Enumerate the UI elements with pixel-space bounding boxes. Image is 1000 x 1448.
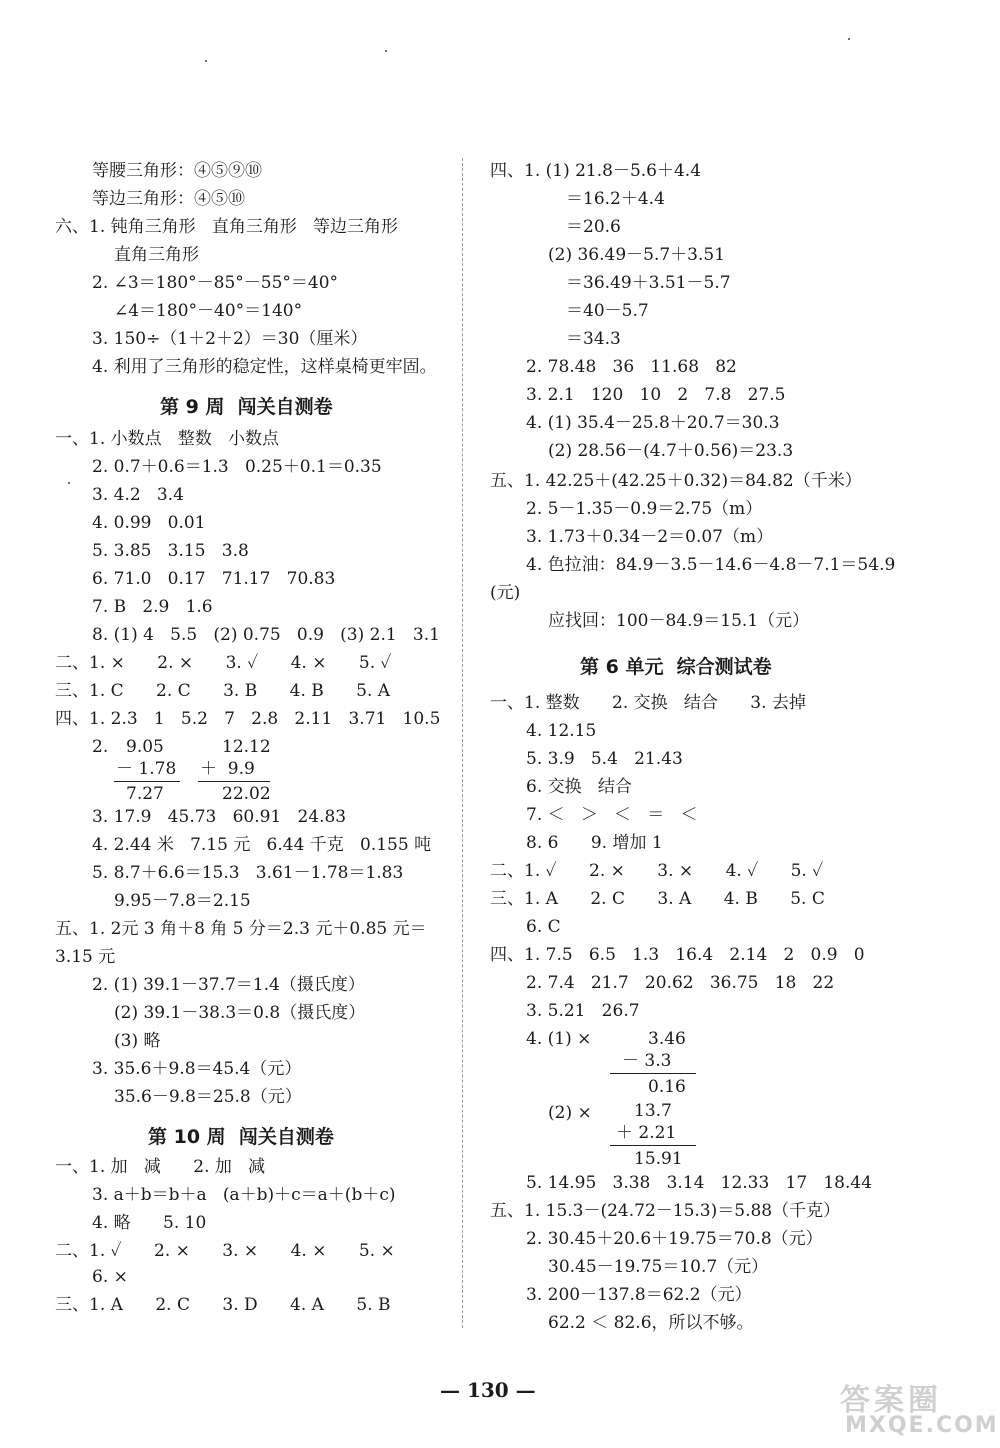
right-line: 7. ＜ ＞ ＜ ＝ ＜ [526,805,698,825]
watermark-logo [800,1375,999,1440]
column-divider [462,158,463,1328]
left-line: 二、1. × 2. × 3. ✓ 4. × 5. ✓ [55,653,392,673]
left-line: 2. (1) 39.1－37.7＝1.4（摄氏度） [92,975,365,995]
left-line: 五、1. 2元 3 角＋8 角 5 分＝2.3 元＋0.85 元＝ [55,919,427,939]
left-line: 4. 2.44 米 7.15 元 6.44 千克 0.155 吨 [92,835,432,855]
left-line: ∠4＝180°－40°＝140° [114,301,303,321]
right-line: (2) 28.56－(4.7＋0.56)＝23.3 [548,441,794,461]
calc-b-rule [198,781,270,782]
scan-speck [848,38,850,40]
left-line: 二、1. ✓ 2. × 3. × 4. × 5. × [55,1241,395,1261]
right-line: 3. 1.73＋0.34－2＝0.07（m） [526,527,774,547]
calc-a-res: 7.27 [126,784,164,804]
right-line: ＝16.2＋4.4 [566,189,665,209]
right-line: 5. 14.95 3.38 3.14 12.33 17 18.44 [526,1173,873,1193]
left-line: 直角三角形 [114,245,199,265]
right-line: 2. 7.4 21.7 20.62 36.75 18 22 [526,973,835,993]
left-line: 4. 略 5. 10 [92,1213,207,1233]
right-line: 五、1. 15.3－(24.72－15.3)＝5.88（千克） [490,1201,841,1221]
right-line: 2. 30.45＋20.6＋19.75＝70.8（元） [526,1229,823,1249]
left-line: 一、1. 小数点 整数 小数点 [55,429,280,449]
left-line: 3. 35.6＋9.8＝45.4（元） [92,1059,302,1079]
left-line: 3. 17.9 45.73 60.91 24.83 [92,807,347,827]
right-line: 四、1. 7.5 6.5 1.3 16.4 2.14 2 0.9 0 [490,945,865,965]
calc-b-top: 12.12 [222,737,271,757]
calc-c-rule [610,1073,696,1074]
right-line: 6. 交换 结合 [526,777,632,797]
right-line: 3. 5.21 26.7 [526,1001,640,1021]
calc-c-top: 3.46 [648,1029,686,1049]
right-line: 三、1. A 2. C 3. A 4. B 5. C [490,889,825,909]
left-line: 5. 8.7＋6.6＝15.3 3.61－1.78＝1.83 [92,863,404,883]
left-line: 4. 0.99 0.01 [92,513,206,533]
section-title-week10: 第 10 周 闯关自测卷 [148,1126,334,1148]
right-line: 二、1. ✓ 2. × 3. × 4. ✓ 5. ✓ [490,861,824,881]
scan-speck [385,50,387,52]
left-line: 9.95－7.8＝2.15 [114,891,251,911]
left-line: 4. 利用了三角形的稳定性，这样桌椅更牢固。 [92,357,437,377]
right-line: 2. 78.48 36 11.68 82 [526,357,737,377]
right-line: 4. (1) × [526,1029,592,1049]
calc-a-top: 9.05 [126,737,164,757]
calc-d-rule [610,1145,696,1146]
right-line: 62.2 ＜ 82.6，所以不够。 [548,1313,754,1333]
right-line: 应找回：100－84.9＝15.1（元） [548,611,810,631]
right-line: 四、1. (1) 21.8－5.6＋4.4 [490,161,702,181]
right-line: 30.45－19.75＝10.7（元） [548,1257,769,1277]
watermark-url: MXQE.COM [845,1413,999,1438]
page-number: — 130 — [440,1378,536,1402]
left-line: 2. [92,737,109,757]
calc-b-res: 22.02 [222,784,271,804]
left-line: 等边三角形：④⑤⑩ [92,189,245,209]
right-line: 五、1. 42.25＋(42.25＋0.32)＝84.82（千米） [490,471,862,491]
left-line: 3. 150÷（1＋2＋2）＝30（厘米） [92,329,368,349]
calc-a-rule [114,781,180,782]
scan-speck [68,482,70,484]
calc-d-add: ＋ 2.21 [616,1123,677,1143]
right-line: (元) [490,583,521,603]
left-line: 3. 4.2 3.4 [92,485,184,505]
right-line: 2. 5－1.35－0.9＝2.75（m） [526,499,763,519]
left-line: 六、1. 钝角三角形 直角三角形 等边三角形 [55,217,399,237]
right-line: 6. C [526,917,561,937]
calc-c-res: 0.16 [648,1077,686,1097]
left-line: 等腰三角形：④⑤⑨⑩ [92,161,262,181]
left-line: (3) 略 [114,1031,161,1051]
left-line: 6. × [92,1267,128,1287]
right-line: ＝36.49＋3.51－5.7 [566,273,731,293]
right-line: (2) × [548,1103,592,1123]
left-line: 三、1. A 2. C 3. D 4. A 5. B [55,1295,391,1315]
right-line: 一、1. 整数 2. 交换 结合 3. 去掉 [490,693,806,713]
right-line: 4. 色拉油：84.9－3.5－14.6－4.8－7.1＝54.9 [526,555,896,575]
right-line: 4. (1) 35.4－25.8＋20.7＝30.3 [526,413,780,433]
left-line: 三、1. C 2. C 3. B 4. B 5. A [55,681,391,701]
left-line: 一、1. 加 减 2. 加 减 [55,1157,266,1177]
left-line: 35.6－9.8＝25.8（元） [114,1087,302,1107]
calc-c-sub: － 3.3 [622,1051,672,1071]
right-line: ＝40－5.7 [566,301,649,321]
watermark-text: 答案圈 [840,1383,942,1418]
right-line: (2) 36.49－5.7＋3.51 [548,245,726,265]
calc-b-add: ＋ 9.9 [200,759,255,779]
calc-d-top: 13.7 [634,1101,672,1121]
right-line: 5. 3.9 5.4 21.43 [526,749,683,769]
left-line: 2. ∠3＝180°－85°－55°＝40° [92,273,339,293]
section-title-unit6: 第 6 单元 综合测试卷 [580,656,772,678]
left-line: 7. B 2.9 1.6 [92,597,213,617]
left-line: 3. a＋b＝b＋a (a＋b)＋c＝a＋(b＋c) [92,1185,396,1205]
calc-a-sub: － 1.78 [116,759,177,779]
right-line: ＝34.3 [566,329,621,349]
right-line: 4. 12.15 [526,721,597,741]
left-line: 3.15 元 [55,947,116,967]
right-line: ＝20.6 [566,217,621,237]
right-line: 3. 200－137.8＝62.2（元） [526,1285,752,1305]
left-line: (2) 39.1－38.3＝0.8（摄氏度） [114,1003,366,1023]
right-line: 8. 6 9. 增加 1 [526,833,663,853]
right-line: 3. 2.1 120 10 2 7.8 27.5 [526,385,786,405]
left-line: 6. 71.0 0.17 71.17 70.83 [92,569,336,589]
scan-speck [205,60,207,62]
left-line: 5. 3.85 3.15 3.8 [92,541,249,561]
calc-d-res: 15.91 [634,1149,683,1169]
left-line: 8. (1) 4 5.5 (2) 0.75 0.9 (3) 2.1 3.1 [92,625,440,645]
left-line: 2. 0.7＋0.6＝1.3 0.25＋0.1＝0.35 [92,457,382,477]
left-line: 四、1. 2.3 1 5.2 7 2.8 2.11 3.71 10.5 [55,709,441,729]
section-title-week9: 第 9 周 闯关自测卷 [160,396,333,418]
